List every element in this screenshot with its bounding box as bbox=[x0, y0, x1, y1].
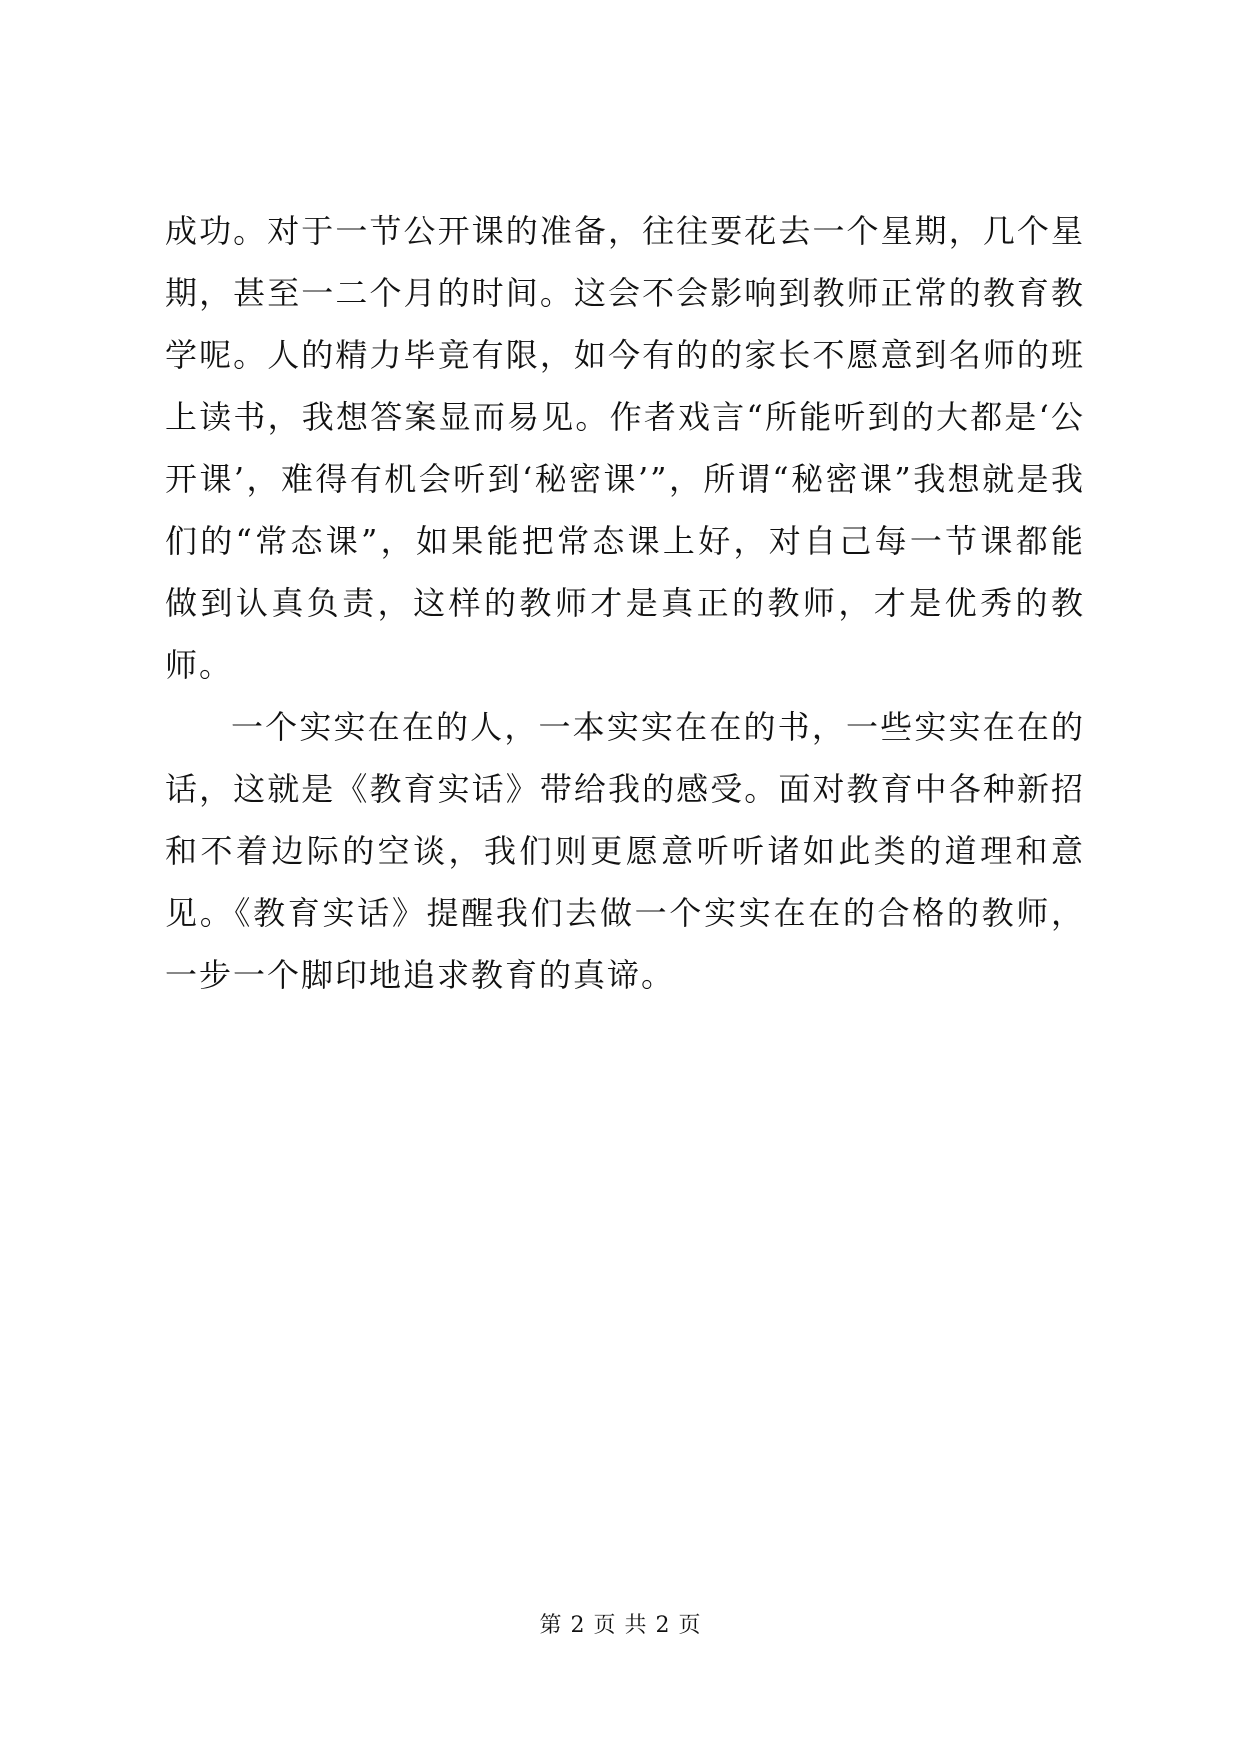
body-text bbox=[165, 200, 1085, 1006]
page-footer: 第 2 页 共 2 页 bbox=[539, 1613, 702, 1638]
paragraph-conclusion: 一个实实在在的人，一本实实在在的书，一些实实在在的话，这就是《教育实话》带给我的感受。面对教育中各种新招和不着边际的空谈，我们则更愿意听听诸如此类的道理和意见。《教育实话》提醒我们去做一个实实在在的合格的教师，一步一个脚印地追求教育的真谛。 bbox=[165, 708, 1085, 994]
paragraph-continuation: 成功。对于一节公开课的准备，往往要花去一个星期，几个星期，甚至一二个月的时间。这会不会影响到教师正常的教育教学呢。人的精力毕竟有限，如今有的的家长不愿意到名师的班上读书，我想答案显而易见。作者戏言“所能听到的大都是‘公开课’，难得有机会听到‘秘密课’”，所谓“秘密课”我想就是我们的“常态课”，如果能把常态课上好，对自己每一节课都能做到认真负责，这样的教师才是真正的教师，才是优秀的教师。 bbox=[165, 212, 1085, 684]
